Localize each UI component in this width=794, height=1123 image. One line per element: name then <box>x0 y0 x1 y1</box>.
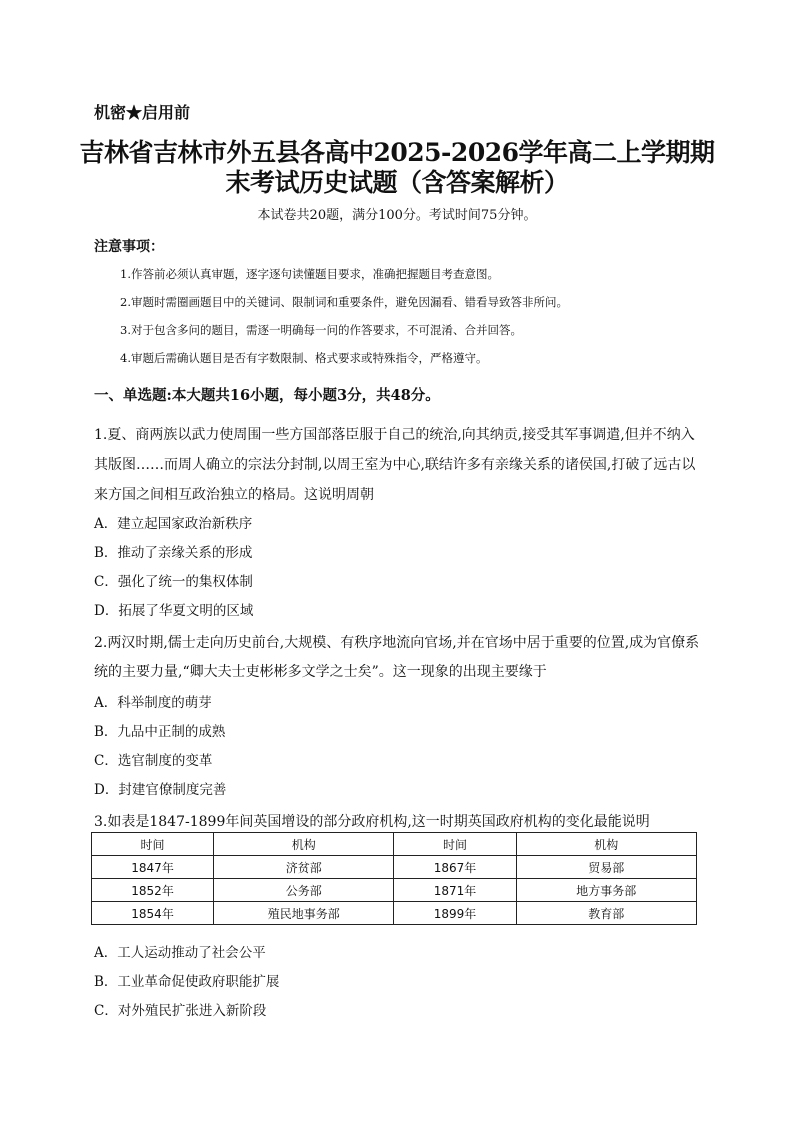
exam-title-line-1: 吉林省吉林市外五县各高中2025-2026学年高二上学期期 <box>79 138 715 167</box>
table-header-cell: 时间 <box>394 833 516 856</box>
table-header-cell: 机构 <box>516 833 696 856</box>
table-cell: 1867年 <box>394 856 516 879</box>
question-1-option-d: D．拓展了华夏文明的区域 <box>94 603 254 619</box>
question-3-text: 3.如表是1847-1899年间英国增设的部分政府机构,这一时期英国政府机构的变化最能说明 <box>94 814 650 830</box>
exam-info: 本试卷共20题，满分100分。考试时间75分钟。 <box>257 208 537 223</box>
question-2-text: 统的主要力量,“卿大夫士吏彬彬多文学之士矣”。这一现象的出现主要缘于 <box>94 664 547 680</box>
question-1-option-a: A．建立起国家政治新秩序 <box>94 516 253 532</box>
table-cell: 1871年 <box>394 879 516 902</box>
table-cell: 地方事务部 <box>516 879 696 902</box>
confidential-label: 机密★启用前 <box>94 103 191 122</box>
table-header-cell: 机构 <box>214 833 394 856</box>
question-1-option-c: C．强化了统一的集权体制 <box>94 574 253 590</box>
table-header-row <box>92 833 697 856</box>
table-header-cell: 时间 <box>92 833 214 856</box>
notice-item: 2.审题时需圈画题目中的关键词、限制词和重要条件，避免因漏看、错看导致答非所问。 <box>120 295 568 309</box>
notice-heading: 注意事项： <box>94 239 164 255</box>
question-2-option-d: D．封建官僚制度完善 <box>94 782 227 798</box>
table-cell: 1852年 <box>92 879 214 902</box>
question-2-option-c: C．选官制度的变革 <box>94 753 213 769</box>
institutions-table <box>91 832 697 925</box>
notice-item: 1.作答前必须认真审题，逐字逐句读懂题目要求，准确把握题目考查意图。 <box>120 267 499 281</box>
question-1-text: 1.夏、商两族以武力使周围一些方国部落臣服于自己的统治,向其纳贡,接受其军事调遣,但并不纳入 <box>94 427 695 443</box>
notice-item: 3.对于包含多问的题目，需逐一明确每一问的作答要求，不可混淆、合并回答。 <box>120 323 522 337</box>
question-2-option-a: A．科举制度的萌芽 <box>94 695 212 711</box>
question-3-option-a: A．工人运动推动了社会公平 <box>94 945 266 961</box>
table-cell: 教育部 <box>516 902 696 925</box>
question-1-text: 其版图……而周人确立的宗法分封制,以周王室为中心,联结许多有亲缘关系的诸侯国,打破了远古以 <box>94 457 696 473</box>
table-cell: 1854年 <box>92 902 214 925</box>
table-cell: 济贫部 <box>214 856 394 879</box>
table-row <box>92 856 697 879</box>
question-3-option-c: C．对外殖民扩张进入新阶段 <box>94 1003 267 1019</box>
table-cell: 贸易部 <box>516 856 696 879</box>
section-title: 一、单选题:本大题共16小题，每小题3分，共48分。 <box>94 387 440 404</box>
notice-item: 4.审题后需确认题目是否有字数限制、格式要求或特殊指令，严格遵守。 <box>120 351 488 365</box>
question-2-text: 2.两汉时期,儒士走向历史前台,大规模、有秩序地流向官场,并在官场中居于重要的位置,成为官僚系 <box>94 635 700 651</box>
table-row <box>92 902 697 925</box>
table-cell: 1899年 <box>394 902 516 925</box>
exam-title-line-2: 末考试历史试题（含答案解析） <box>225 168 569 197</box>
table-cell: 1847年 <box>92 856 214 879</box>
question-1-text: 来方国之间相互政治独立的格局。这说明周朝 <box>94 487 374 503</box>
question-2-option-b: B．九品中正制的成熟 <box>94 724 226 740</box>
table-cell: 公务部 <box>214 879 394 902</box>
question-3-option-b: B．工业革命促使政府职能扩展 <box>94 974 280 990</box>
table-cell: 殖民地事务部 <box>214 902 394 925</box>
question-1-option-b: B．推动了亲缘关系的形成 <box>94 545 253 561</box>
table-row <box>92 879 697 902</box>
